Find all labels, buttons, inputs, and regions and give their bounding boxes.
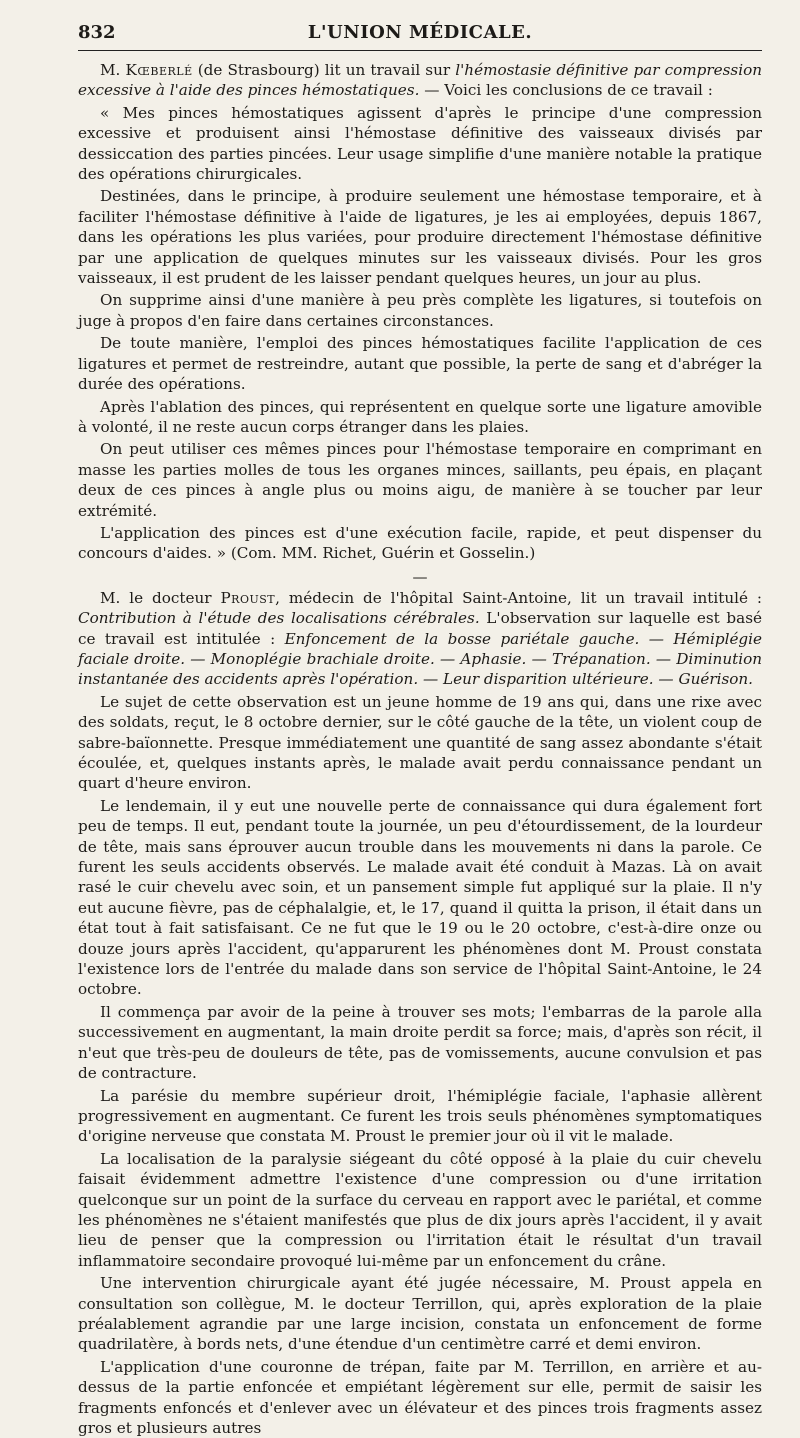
proust-subtitle: Enfoncement de la bosse pariétale gauche. — Hémiplégie faciale droite. — Monoplégie brachiale droite. — Aphasie. — Trépanation. — Diminution instantanée des accidents après l'opération. — Leur disparition ultérieure. — Guérison. (78, 629, 763, 689)
proust-intro (78, 588, 762, 690)
paragraph: La localisation de la paralysie siégeant du côté opposé à la plaie du cuir chevelu faisait évidemment admettre l'existence d'une compression ou d'une irritation quelconque sur un point de la surface du cerveau en rapport avec le pariétal, et comme les phénomènes ne s'étaient manifestés que plus de dix jours après l'accident, il y avait lieu de penser que la compression ou l'irritation était le résultat d'un travail inflammatoire secondaire provoqué lui-même par un enfoncement du crâne. (78, 1149, 762, 1270)
intro-m: M. (100, 61, 121, 79)
author-koeberle: Kœberlé (125, 61, 193, 79)
paragraph: On peut utiliser ces mêmes pinces pour l'hémostase temporaire en comprimant en masse les parties molles de tous les organes minces, saillants, peu épais, en plaçant deux de ces pinces à angle plus ou moins aigu, de manière à se toucher par leur extrémité. (78, 440, 762, 520)
page-number: 832 (78, 22, 116, 43)
proust-intro-text-2: L'observation sur laquelle est basé ce travail est intitulée : (78, 609, 762, 648)
running-title: L'UNION MÉDICALE. (307, 22, 533, 43)
koeberle-intro (78, 60, 762, 101)
paragraph: L'application d'une couronne de trépan, faite par M. Terrillon, en arrière et au-dessus de la partie enfoncée et empiétant légèrement sur elle, permit de saisir les fragments enfoncés et d'enlever avec un élévateur et des pinces trois fragments assez gros et plusieurs autres (78, 1357, 762, 1437)
koeberle-intro-text: (de Strasbourg) lit un travail sur (192, 61, 456, 79)
paragraph: De toute manière, l'emploi des pinces hémostatiques facilite l'application de ces ligatures et permet de restreindre, autant que possible, la perte de sang et d'abréger la durée des opérations. (78, 334, 762, 394)
section-separator: — (412, 567, 428, 586)
paragraph: On supprime ainsi d'une manière à peu près complète les ligatures, si toutefois on juge à propos d'en faire dans certaines circonstances. (78, 291, 762, 330)
proust-title: Contribution à l'étude des localisations cérébrales. (78, 609, 480, 628)
paragraph: « Mes pinces hémostatiques agissent d'après le principe d'une compression excessive et produisent ainsi l'hémostase définitive des vaisseaux divisés par dessiccation des parties pincées. Leur usage simplifie d'une manière notable la pratique des opérations chirurgicales. (78, 103, 762, 184)
paragraph: Le sujet de cette observation est un jeune homme de 19 ans qui, dans une rixe avec des soldats, reçut, le 8 octobre dernier, sur le côté gauche de la tête, un violent coup de sabre-baïonnette. Presque immédiatement une quantité de sang assez abondante s'était écoulée, et, quelques instants après, le malade avait perdu connaissance pendant un quart d'heure environ. (78, 692, 762, 793)
paragraph: Destinées, dans le principe, à produire seulement une hémostase temporaire, et à faciliter l'hémostase définitive à l'aide de ligatures, je les ai employées, depuis 1867, dans les opérations les plus variées, pour produire directement l'hémostase définitive par une application de quelques minutes sur les vaisseaux divisés. Pour les gros vaisseaux, il est prudent de les laisser pendant quelques heures, un jour au plus. (78, 187, 762, 288)
paragraph: L'application des pinces est d'une exécution facile, rapide, et peut dispenser du concours d'aides. » (Com. MM. Richet, Guérin et Gosselin.) (78, 523, 762, 563)
header-rule (78, 50, 762, 51)
paragraph: Une intervention chirurgicale ayant été jugée nécessaire, M. Proust appela en consultation son collègue, M. le docteur Terrillon, qui, après exploration de la plaie préalablement agrandie par une large incision, constata un enfoncement de forme quadrilatère, à bords nets, d'une étendue d'un centimètre carré et demi environ. (78, 1274, 762, 1354)
paragraph: Après l'ablation des pinces, qui représentent en quelque sorte une ligature amovible à volonté, il ne reste aucun corps étranger dans les plaies. (78, 397, 762, 436)
paragraph: La parésie du membre supérieur droit, l'hémiplégie faciale, l'aphasie allèrent progressivement en augmentant. Ce furent les trois seuls phénomènes symptomatiques d'origine nerveuse que constata M. Proust le premier jour où il vit le malade. (78, 1086, 762, 1146)
paragraph: Le lendemain, il y eut une nouvelle perte de connaissance qui dura également fort peu de temps. Il eut, pendant toute la journée, un peu d'étourdissement, de la lourdeur de tête, mais sans éprouver aucun trouble dans les mouvements ni dans la parole. Ce furent les seuls accidents observés. Le malade avait été conduit à Mazas. Là on avait rasé le cuir chevelu avec soin, et un pansement simple fut appliqué sur la plaie. Il n'y eut aucune fièvre, pas de céphalalgie, et, le 17, quand il quitta la prison, il était dans un état tout à fait satisfaisant. Ce ne fut que le 19 ou le 20 octobre, c'est-à-dire onze ou douze jours après l'accident, qu'apparurent les phénomènes dont M. Proust constata l'existence lors de l'entrée du malade dans son service de l'hôpital Saint-Antoine, le 24 octobre. (78, 796, 762, 999)
article-body (78, 60, 762, 1438)
koeberle-intro-end: — Voici les conclusions de ce travail : (419, 81, 713, 100)
author-proust: Proust (220, 588, 276, 607)
page-header (78, 18, 762, 52)
proust-intro-start: M. le docteur (100, 588, 221, 607)
proust-intro-text: , médecin de l'hôpital Saint-Antoine, lit un travail intitulé : (275, 588, 762, 607)
koeberle-title: l'hémostasie définitive par compression excessive à l'aide des pinces hémostatiques. (78, 61, 763, 100)
paragraph: Il commença par avoir de la peine à trouver ses mots; l'embarras de la parole alla successivement en augmentant, la main droite perdit sa force; mais, d'après son récit, il n'eut que très-peu de douleurs de tête, pas de vomissements, aucune convulsion et pas de contracture. (78, 1002, 762, 1083)
